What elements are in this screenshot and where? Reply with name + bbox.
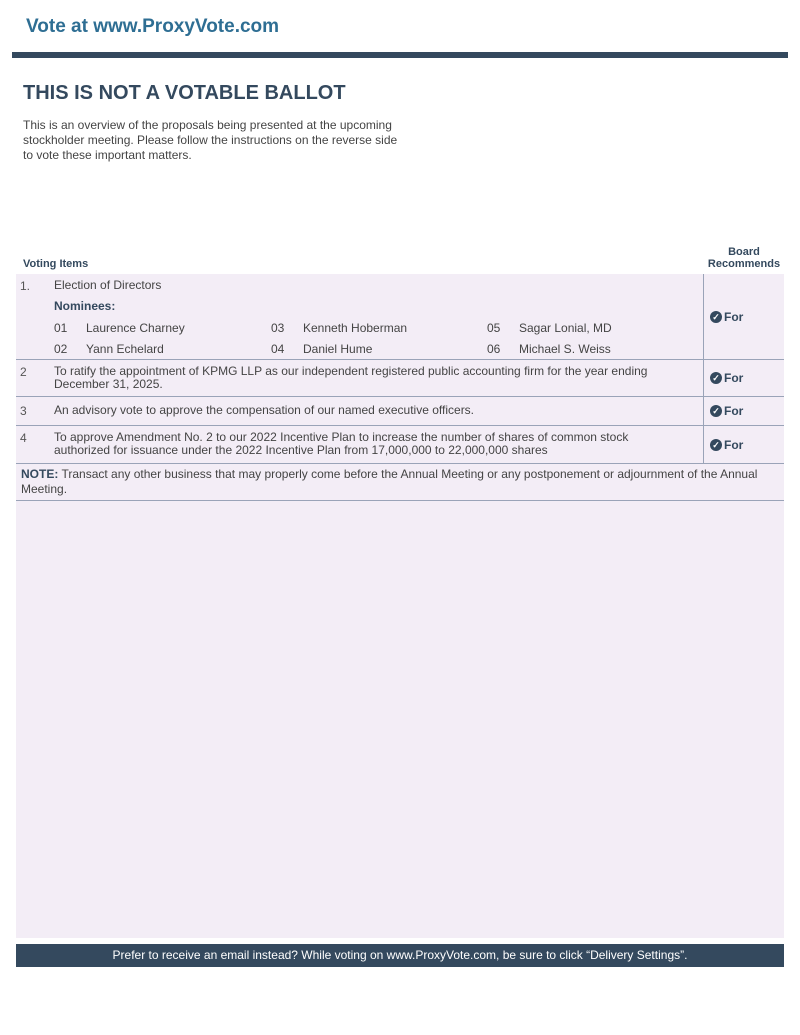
check-icon: ✓	[710, 311, 722, 323]
board-header-line2: Recommends	[707, 258, 781, 270]
board-recommendation	[710, 438, 743, 452]
voting-item-3	[16, 397, 784, 426]
item-text: To approve Amendment No. 2 to our 2022 Incentive Plan to increase the number of shares of common stock authorized for issuance under the 2022 Incentive Plan from 17,000,000 to 22,000,000 shares	[54, 430, 629, 457]
note-text: Transact any other business that may properly come before the Annual Meeting or any postponement or adjournment of the Annual Meeting.	[21, 467, 758, 496]
nominee-name: Yann Echelard	[86, 342, 164, 356]
recommendation-cell	[703, 359, 784, 396]
nominee	[54, 321, 185, 335]
ballot-intro: This is an overview of the proposals being presented at the upcoming stockholder meeting. Please follow the instructions on the reverse side to vote these important matters.	[23, 118, 398, 162]
voting-items-header: Voting Items	[23, 258, 89, 270]
nominee	[271, 321, 407, 335]
header-title: Vote at www.ProxyVote.com	[26, 16, 280, 37]
nominee-number: 03	[271, 321, 285, 335]
check-icon: ✓	[710, 372, 722, 384]
recommendation-text: For	[724, 371, 744, 385]
recommendation-cell	[703, 426, 784, 463]
header-divider	[12, 52, 788, 58]
board-recommendation	[710, 371, 743, 385]
footer-banner: Prefer to receive an email instead? While voting on www.ProxyVote.com, be sure to click “Delivery Settings”.	[16, 944, 784, 967]
recommendation-text: For	[724, 310, 744, 324]
board-header-line1: Board	[728, 246, 760, 258]
voting-item-2	[16, 359, 784, 397]
item-text: Election of Directors	[54, 278, 162, 292]
nominee-number: 06	[487, 342, 501, 356]
item-number: 2	[20, 365, 27, 379]
board-recommendation	[710, 404, 743, 418]
nominee	[487, 321, 612, 335]
board-recommendation	[710, 310, 743, 324]
nominee-name: Kenneth Hoberman	[303, 321, 408, 335]
check-icon: ✓	[710, 405, 722, 417]
check-icon: ✓	[710, 439, 722, 451]
nominee-name: Daniel Hume	[303, 342, 373, 356]
nominee	[487, 342, 611, 356]
nominee-number: 04	[271, 342, 285, 356]
voting-item-4	[16, 426, 784, 464]
item-number: 1.	[20, 279, 31, 293]
nominee	[271, 342, 372, 356]
nominee-number: 02	[54, 342, 68, 356]
nominee-name: Laurence Charney	[86, 321, 185, 335]
item-text: To ratify the appointment of KPMG LLP as our independent registered public accounting firm for the year ending December 31, 2025.	[54, 364, 648, 391]
nominee-name: Michael S. Weiss	[519, 342, 611, 356]
recommendation-cell	[703, 397, 784, 425]
board-recommends-header	[703, 246, 785, 270]
recommendation-text: For	[724, 438, 744, 452]
nominee-number: 05	[487, 321, 501, 335]
note	[21, 467, 771, 497]
item-number: 3	[20, 404, 27, 418]
nominee	[54, 342, 164, 356]
voting-item-1	[16, 274, 784, 360]
item-number: 4	[20, 431, 27, 445]
note-label: NOTE:	[21, 467, 59, 481]
nominees-label: Nominees:	[54, 299, 116, 313]
ballot-title: THIS IS NOT A VOTABLE BALLOT	[23, 82, 346, 104]
nominee-name: Sagar Lonial, MD	[519, 321, 612, 335]
recommendation-text: For	[724, 404, 744, 418]
nominee-number: 01	[54, 321, 68, 335]
item-text: An advisory vote to approve the compensation of our named executive officers.	[54, 403, 475, 417]
recommendation-cell	[703, 274, 784, 359]
